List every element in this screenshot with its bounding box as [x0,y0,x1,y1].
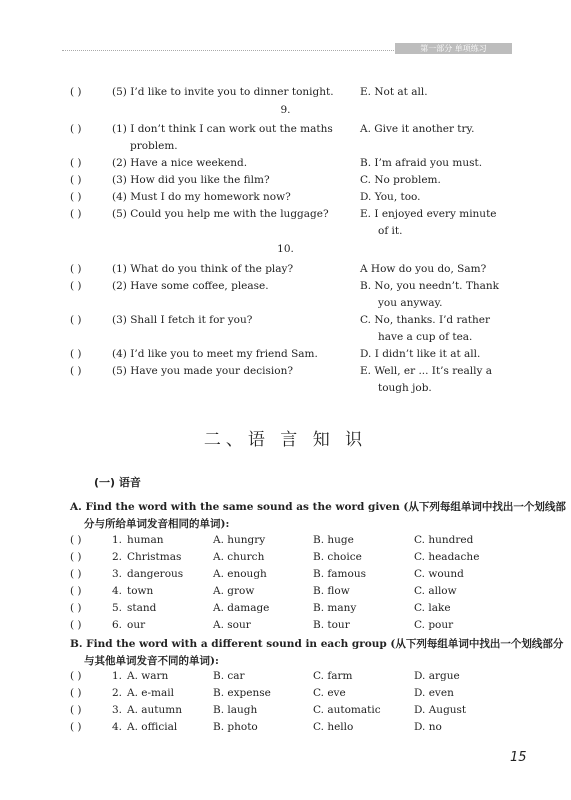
option-d: D. even [414,687,454,699]
item-number: 4. [112,585,123,597]
option-a: A. sour [213,619,251,631]
option-text: E. I enjoyed every minute [360,208,497,220]
option-c: C. wound [414,568,464,580]
answer-blank: ( ) [70,174,82,186]
option-b: B. many [313,602,357,614]
option-a: A. warn [127,670,169,682]
option-d: D. August [414,704,467,716]
item-number: 5. [112,602,123,614]
question-text: (5) I’d like to invite you to dinner tonight. [112,86,334,98]
header-tab: 第一部分 单项练习 [395,43,512,54]
question-text: (3) How did you like the film? [112,174,270,186]
instruction-b-line1: B. Find the word with a different sound in each group (从下列每组单词中找出一个划线部分 [70,638,564,650]
option-a: A. church [213,551,265,563]
answer-blank: ( ) [70,263,82,275]
option-a: A. hungry [213,534,266,546]
answer-blank: ( ) [70,551,82,563]
answer-blank: ( ) [70,365,82,377]
block-number: 9. [280,104,291,116]
option-b: B. famous [313,568,366,580]
option-text: A How do you do, Sam? [360,263,487,275]
answer-blank: ( ) [70,280,82,292]
question-text: (4) I’d like you to meet my friend Sam. [112,348,318,360]
subsection-title: (一) 语音 [94,476,141,489]
answer-blank: ( ) [70,191,82,203]
question-text-cont: problem. [130,140,178,152]
option-text: C. No, thanks. I’d rather [360,314,490,326]
option-d: D. argue [414,670,460,682]
section-title: 二、语 言 知 识 [203,430,368,450]
question-text: (1) I don’t think I can work out the maths [112,123,333,135]
option-c: C. hello [313,721,354,733]
option-c: C. hundred [414,534,474,546]
option-a: A. e-mail [127,687,174,699]
item-number: 2. [112,687,123,699]
answer-blank: ( ) [70,348,82,360]
option-a: A. autumn [127,704,182,716]
answer-blank: ( ) [70,123,82,135]
answer-blank: ( ) [70,534,82,546]
option-text-cont: you anyway. [378,297,443,309]
answer-blank: ( ) [70,704,82,716]
option-c: C. automatic [313,704,381,716]
item-number: 3. [112,704,123,716]
option-b: B. car [213,670,245,682]
item-number: 1. [112,534,123,546]
question-text: (5) Have you made your decision? [112,365,293,377]
option-c: C. allow [414,585,457,597]
answer-blank: ( ) [70,585,82,597]
option-b: B. photo [213,721,258,733]
option-text: D. You, too. [360,191,421,203]
question-text: (1) What do you think of the play? [112,263,294,275]
option-text: B. No, you needn’t. Thank [360,280,499,292]
option-a: A. official [127,721,178,733]
item-number: 3. [112,568,123,580]
option-text-cont: of it. [378,225,403,237]
given-word: Christmas [127,551,182,563]
item-number: 6. [112,619,123,631]
option-d: D. no [414,721,442,733]
instruction-a-line1: A. Find the word with the same sound as the word given (从下列每组单词中找出一个划线部 [70,501,566,513]
answer-blank: ( ) [70,208,82,220]
option-text-cont: have a cup of tea. [378,331,473,343]
answer-blank: ( ) [70,314,82,326]
option-text-cont: tough job. [378,382,432,394]
option-c: C. lake [414,602,451,614]
option-b: B. laugh [213,704,258,716]
given-word: human [127,534,164,546]
instruction-b-line2: 与其他单词发音不同的单词): [84,655,219,667]
item-number: 4. [112,721,123,733]
option-a: A. damage [213,602,270,614]
question-text: (3) Shall I fetch it for you? [112,314,253,326]
option-a: A. enough [213,568,267,580]
given-word: our [127,619,146,631]
given-word: stand [127,602,157,614]
option-b: B. expense [213,687,271,699]
answer-blank: ( ) [70,687,82,699]
option-c: C. headache [414,551,480,563]
option-text: B. I’m afraid you must. [360,157,483,169]
option-text: C. No problem. [360,174,441,186]
given-word: town [127,585,154,597]
option-text: D. I didn’t like it at all. [360,348,481,360]
question-text: (4) Must I do my homework now? [112,191,291,203]
item-number: 2. [112,551,123,563]
question-text: (2) Have a nice weekend. [112,157,248,169]
option-text: E. Not at all. [360,86,428,98]
instruction-a-line2: 分与所给单词发音相同的单词): [84,518,230,530]
option-c: C. eve [313,687,346,699]
answer-blank: ( ) [70,670,82,682]
page-number: 15 [510,750,527,765]
option-b: B. flow [313,585,350,597]
option-text: A. Give it another try. [360,123,475,135]
question-text: (2) Have some coffee, please. [112,280,269,292]
answer-blank: ( ) [70,86,82,98]
option-text: E. Well, er ... It’s really a [360,365,492,377]
answer-blank: ( ) [70,602,82,614]
option-b: B. tour [313,619,350,631]
item-number: 1. [112,670,123,682]
option-b: B. huge [313,534,354,546]
answer-blank: ( ) [70,619,82,631]
answer-blank: ( ) [70,157,82,169]
option-c: C. farm [313,670,353,682]
answer-blank: ( ) [70,568,82,580]
block-number: 10. [277,243,294,255]
answer-blank: ( ) [70,721,82,733]
option-b: B. choice [313,551,362,563]
option-a: A. grow [213,585,255,597]
option-c: C. pour [414,619,454,631]
given-word: dangerous [127,568,184,580]
question-text: (5) Could you help me with the luggage? [112,208,329,220]
